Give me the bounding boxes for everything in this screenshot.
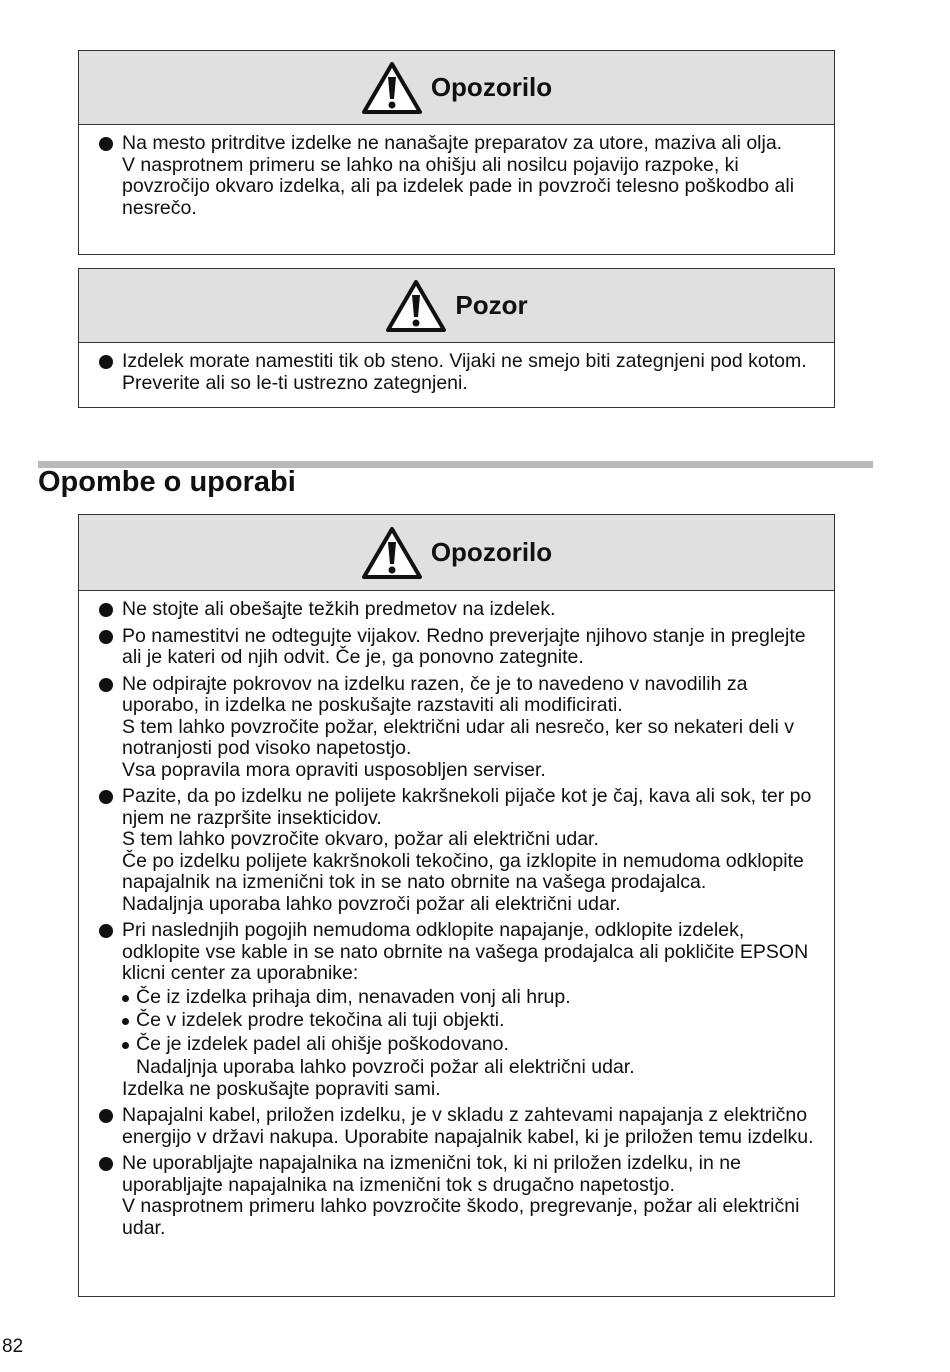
item-text: Če po izdelku polijete kakršnokoli tekočino, ga izklopite in nemudoma odklopite napajalnik na izmenični tok in se nato obrnite na vašega prodajalca. [122, 849, 804, 893]
warning-box-mounting [78, 50, 835, 255]
sub-list-item [122, 1010, 818, 1032]
item-text: Pri naslednjih pogojih nemudoma odklopite napajanje, odklopite izdelek, odklopite vse kable in se nato obrnite na vašega prodajalca ali pokličite EPSON klicni center za uporabnike: [122, 919, 809, 984]
item-text: Izdelek morate namestiti tik ob steno. Vijaki ne smejo biti zategnjeni pod kotom. Preverite ali so le-ti ustrezno zategnjeni. [122, 350, 807, 394]
section-title: Opombe o uporabi [38, 466, 296, 498]
warning-list-item [99, 1105, 818, 1148]
sub-item-text: Če je izdelek padel ali ohišje poškodovano. [136, 1032, 509, 1055]
warning-box-header [79, 51, 834, 125]
item-text: Pazite, da po izdelku ne polijete kakršnekoli pijače kot je čaj, kava ali sok, ter po njem ne razpršite insekticidov. [122, 785, 812, 829]
page-number: 82 [2, 1336, 24, 1357]
warning-list-item [99, 1153, 818, 1239]
item-text: Izdelka ne poskušajte popraviti sami. [122, 1077, 441, 1100]
bullet-icon [99, 790, 113, 804]
warning-box-usage [78, 514, 835, 1297]
bullet-icon [99, 924, 113, 938]
item-text: Po namestitvi ne odtegujte vijakov. Redno preverjajte njihovo stanje in preglejte ali je kateri od njih odvit. Če je, ga ponovno zategnite. [122, 624, 806, 668]
sub-bullet-icon [122, 1042, 129, 1049]
item-text: Vsa popravila mora opraviti usposobljen serviser. [122, 758, 546, 781]
warning-triangle-icon [361, 526, 423, 580]
warning-box-body [79, 591, 834, 1249]
caution-box-header [79, 269, 834, 343]
sub-bullet-icon [122, 1018, 129, 1025]
warning-list-item [99, 626, 818, 669]
warning-list-item [99, 674, 818, 782]
bullet-icon [99, 1109, 113, 1123]
caution-box-title: Pozor [455, 290, 528, 320]
item-text: V nasprotnem primeru lahko povzročite škodo, pregrevanje, požar ali električni udar. [122, 1195, 800, 1239]
item-text: Nadaljnja uporaba lahko povzroči požar ali električni udar. [122, 892, 621, 915]
warning-box-title: Opozorilo [430, 72, 553, 102]
bullet-icon [99, 678, 113, 692]
caution-box-mounting [78, 268, 835, 408]
warning-triangle-icon [385, 279, 447, 333]
bullet-icon [99, 1157, 113, 1171]
item-text: Na mesto pritrditve izdelke ne nanašajte preparatov za utore, maziva ali olja. [122, 132, 783, 154]
sub-bullet-icon [122, 995, 129, 1002]
item-text: S tem lahko povzročite okvaro, požar ali električni udar. [122, 828, 599, 850]
sub-list-item [122, 1034, 818, 1056]
sub-list-item [122, 987, 818, 1009]
bullet-icon [99, 137, 113, 151]
caution-list-item [99, 351, 818, 394]
warning-list-item [99, 786, 818, 915]
warning-triangle-icon [361, 61, 423, 115]
sub-item-text: Če v izdelek prodre tekočina ali tuji objekti. [136, 1009, 505, 1031]
warning-box-body [79, 125, 834, 229]
bullet-icon [99, 603, 113, 617]
warning-box-header [79, 515, 834, 591]
item-text: Ne stojte ali obešajte težkih predmetov na izdelek. [122, 598, 556, 620]
warning-list-item [99, 599, 818, 621]
warning-list-item [99, 920, 818, 1100]
warning-list-item [99, 133, 818, 219]
bullet-icon [99, 355, 113, 369]
item-text: V nasprotnem primeru se lahko na ohišju ali nosilcu pojavijo razpoke, ki povzročijo okvaro izdelka, ali pa izdelek pade in povzroči telesno poškodbo ali nesrečo. [122, 153, 795, 219]
item-text: Ne uporabljajte napajalnika na izmenični tok, ki ni priložen izdelku, in ne uporabljajte napajalnika na izmenični tok s drugačno napetostjo. [122, 1152, 741, 1196]
bullet-icon [99, 630, 113, 644]
sub-item-text: Če iz izdelka prihaja dim, nenavaden vonj ali hrup. [136, 985, 571, 1008]
warning-box-title: Opozorilo [430, 537, 553, 567]
caution-box-body [79, 343, 834, 404]
item-text: S tem lahko povzročite požar, električni udar ali nesrečo, ker so nekateri deli v notranjosti pod visoko napetostjo. [122, 715, 794, 759]
item-text: Ne odpirajte pokrovov na izdelku razen, če je to navedeno v navodilih za uporabo, in izdelka ne poskušajte razstaviti ali modificirati. [122, 672, 748, 716]
item-text: Napajalni kabel, priložen izdelku, je v skladu z zahtevami napajanja z električno energijo v državi nakupa. Uporabite napajalnik kabel, ki je priložen temu izdelku. [122, 1104, 814, 1148]
sub-item-continuation: Nadaljnja uporaba lahko povzroči požar ali električni udar. [136, 1056, 635, 1078]
